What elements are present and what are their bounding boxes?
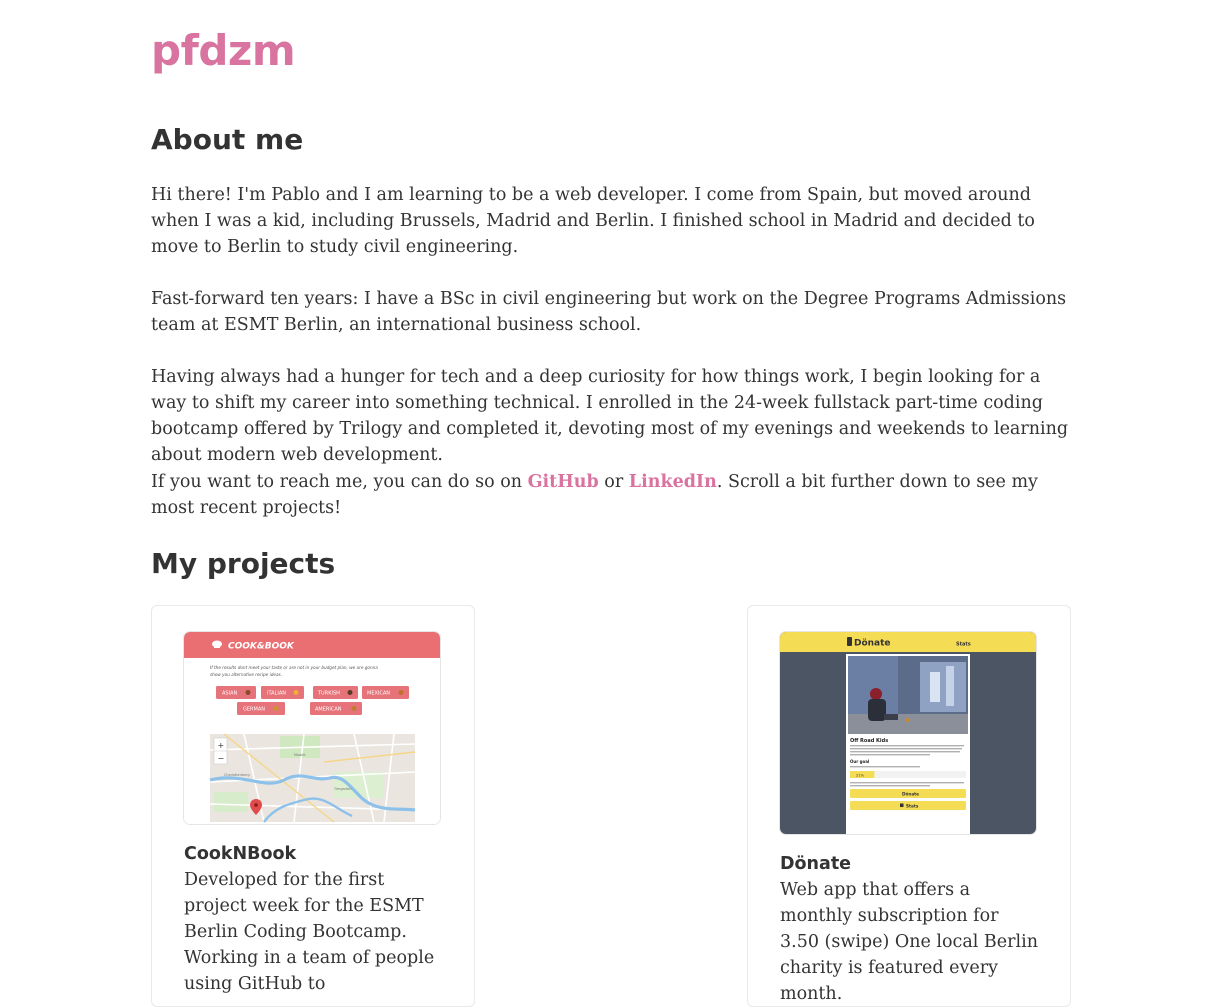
cooknbook-header-bar [184,632,440,658]
project-description-cooknbook: Developed for the first project week for the ESMT Berlin Coding Bootcamp. Working in a team of people using GitHub to [184,870,435,994]
about-paragraph-career: Fast-forward ten years: I have a BSc in civil engineering but work on the Degree Programs Admissions team at ESMT Berlin, an international business school. [151,289,1067,335]
map-label-tiergarten: Tiergarten [334,787,352,791]
cuisine-button-american [310,702,362,715]
cooknbook-intro-line-2: show you alternative recipe ideas. [210,672,283,677]
charity-photo [848,656,968,734]
project-card-cooknbook[interactable] [151,605,475,1007]
donate-header-bar [780,632,1036,652]
about-paragraph-contact [151,469,1071,521]
map-zoom-controls [214,738,227,764]
cuisine-button-german [237,702,285,715]
city-map [210,734,415,822]
donate-logo-icon [847,637,852,646]
project-description-donate: Web app that offers a monthly subscription for 3.50 (swipe) One local Berlin charity is featured every month. [780,880,1038,1004]
project-card-donate[interactable] [747,605,1071,1007]
cuisine-button-mexican [362,686,409,699]
goal-label: Our goal [850,759,870,764]
donate-nav-stats: Stats [956,641,971,648]
site-title[interactable]: pfdzm [151,26,296,75]
svg-text:GERMAN: GERMAN [243,706,265,713]
svg-text:MEXICAN: MEXICAN [367,690,391,697]
progress-label: 21% [856,773,864,778]
cooknbook-intro-line-1: If the results dont meet your taste or are not in your budget plan, we are gonna [210,665,378,670]
about-paragraph-intro: Hi there! I'm Pablo and I am learning to be a web developer. I come from Spain, but moved around when I was a kid, including Brussels, Madrid and Berlin. I finished school in Madrid and decided to move to Berlin to study civil engineering. [151,185,1035,257]
svg-text:Stats: Stats [906,803,919,809]
svg-text:TURKISH: TURKISH [318,690,340,697]
about-heading: About me [151,123,304,156]
charity-name: Off Road Kids [850,738,889,744]
svg-text:Dönate: Dönate [902,791,920,797]
contact-text-middle: or [598,472,629,492]
about-paragraph-bootcamp: Having always had a hunger for tech and a deep curiosity for how things work, I begin looking for a way to shift my career into something technical. I enrolled in the 24-week fullstack part-time coding bootcamp offered by Trilogy and completed it, devoting most of my evenings and weekends to learning about modern web development. [151,367,1069,465]
map-label-moabit: Moabit [294,753,306,757]
map-zoom-in-button: + [217,741,225,750]
cooknbook-logo: COOK&BOOK [228,641,294,652]
map-label-charlottenburg: Charlottenburg [224,773,250,777]
github-link[interactable]: GitHub [527,472,599,492]
projects-heading: My projects [151,547,336,580]
cuisine-button-asian [216,686,256,699]
donate-logo: Dönate [854,638,891,649]
svg-text:ASIAN: ASIAN [222,690,238,697]
cuisine-button-italian [261,686,304,699]
contact-text-before: If you want to reach me, you can do so on [151,472,528,492]
svg-text:ITALIAN: ITALIAN [267,690,286,697]
svg-text:AMERICAN: AMERICAN [315,706,342,713]
project-title-donate[interactable]: Dönate [780,854,852,874]
cuisine-button-turkish [313,686,358,699]
linkedin-link[interactable]: LinkedIn [628,472,717,492]
stats-icon [900,804,904,808]
cooknbook-screenshot[interactable] [184,632,440,824]
donate-screenshot[interactable] [780,632,1036,834]
map-zoom-out-button: − [217,754,225,763]
contact-text-after: . Scroll a bit further down to see my most recent projects! [151,472,1038,518]
project-title-cooknbook[interactable]: CookNBook [184,844,297,864]
